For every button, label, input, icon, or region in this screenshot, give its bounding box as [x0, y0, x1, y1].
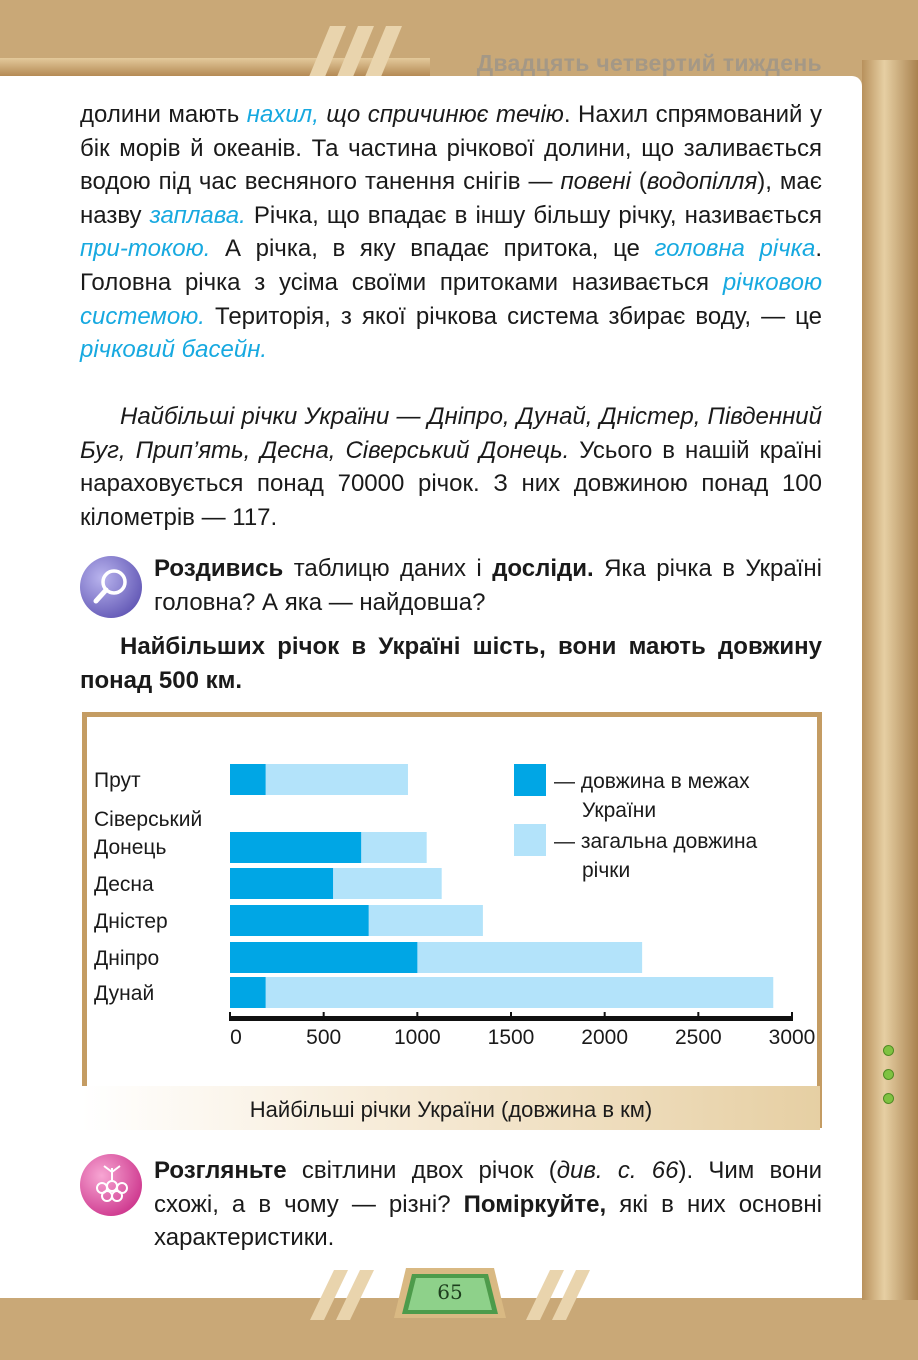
text-segment: Територія, з якої річкова система збирає воду, — це [204, 302, 822, 330]
italic-segment: див. с. 66 [556, 1157, 679, 1184]
x-tick-label: 1000 [393, 1026, 441, 1049]
text-segment: ). Чим вони схожі, а в чому — різні? [154, 1157, 822, 1218]
italic-segment: водопілля [646, 168, 758, 196]
side-dots-decoration [883, 1045, 894, 1117]
text-segment: А річка, в яку впадає притока, це [210, 235, 655, 263]
category-label: Сіверський [94, 808, 203, 831]
term-river-system: річковою системою. [80, 268, 822, 330]
bold-segment: Поміркуйте, [463, 1190, 607, 1218]
text-segment: долини мають [80, 101, 247, 128]
category-label: Прут [94, 769, 141, 792]
category-label: Дніпро [94, 947, 160, 970]
text-segment: світлини двох річок ( [286, 1157, 557, 1184]
italic-segment: Найбільші річки України — Дніпро, Дунай, Дністер, Південний Буг, Прип’ять, Десна, Сіверський Донець. [80, 403, 822, 464]
text-segment: які в них основні характеристики. [154, 1190, 822, 1252]
week-title: Двадцять четвертий тиждень [476, 50, 822, 76]
task-compare-photos [154, 1154, 822, 1255]
text-segment: Яка річка в Україні головна? А яка — найдовша? [154, 555, 822, 616]
bar-length-in-ukraine [230, 764, 266, 795]
text-segment: ), має назву [80, 168, 823, 229]
text-segment: ( [630, 168, 647, 196]
italic-segment: що спричинює течію [326, 101, 564, 128]
magnifier-icon [80, 556, 142, 618]
legend-swatch [514, 764, 546, 796]
bar-length-in-ukraine [230, 868, 333, 899]
x-tick-label: 3000 [768, 1026, 816, 1049]
category-label: Дністер [94, 910, 168, 933]
text-segment: Усього в нашій країні нараховується понад 70000 річок. З них довжиною понад 100 кілометрів — 117. [80, 436, 823, 531]
bar-length-in-ukraine [230, 905, 369, 936]
legend-label: — загальна довжина [554, 830, 758, 853]
statement-six-rivers: Найбільших річок в Україні шість, вони мають довжину понад 500 км. [80, 633, 822, 694]
bar-length-in-ukraine [230, 942, 417, 973]
legend-label: — довжина в межах [554, 770, 750, 793]
x-tick-label: 0 [230, 1026, 242, 1049]
category-label: Дунай [94, 982, 155, 1005]
bar-total-length [230, 977, 773, 1008]
task-examine-table [154, 552, 822, 619]
text-segment: . Головна річка з усіма своїми притоками називається [80, 235, 822, 296]
term-main-river: головна річка [654, 235, 816, 263]
text-segment: . Нахил спрямований у бік морів й океанів. Та частина річкової долини, що заливається водою під час весняного танення снігів — [80, 101, 822, 196]
bold-segment: Розгляньте [154, 1157, 287, 1184]
category-label: Донець [94, 836, 167, 859]
rivers-bar-chart [82, 712, 822, 1086]
italic-segment: повені [560, 168, 631, 196]
category-label: Десна [94, 873, 154, 896]
x-tick-label: 2500 [674, 1026, 722, 1049]
text-segment: таблицю даних і [283, 555, 493, 582]
paragraph-river-terms [80, 98, 822, 367]
bold-segment: досліди. [492, 555, 594, 582]
term-floodplain: заплава. [149, 201, 246, 229]
berries-icon [80, 1154, 142, 1216]
bar-length-in-ukraine [230, 977, 266, 1008]
legend-label: України [582, 799, 657, 822]
text-segment: Річка, що впадає в іншу більшу річку, називається [245, 201, 822, 229]
legend-label: річки [582, 859, 631, 882]
paragraph-largest-rivers [80, 400, 822, 534]
term-tributary: при-токою. [80, 235, 211, 263]
x-tick-label: 2000 [581, 1026, 629, 1049]
bold-segment: Роздивись [154, 555, 284, 582]
x-tick-label: 500 [306, 1026, 342, 1049]
page-number: 65 [437, 1280, 463, 1304]
legend-swatch [514, 824, 546, 856]
x-tick-label: 1500 [487, 1026, 535, 1049]
bar-length-in-ukraine [230, 832, 361, 863]
chart-caption: Найбільші річки України (довжина в км) [82, 1086, 820, 1130]
term-river-basin: річковий басейн. [80, 336, 268, 364]
term-slope: нахил, [246, 101, 319, 128]
